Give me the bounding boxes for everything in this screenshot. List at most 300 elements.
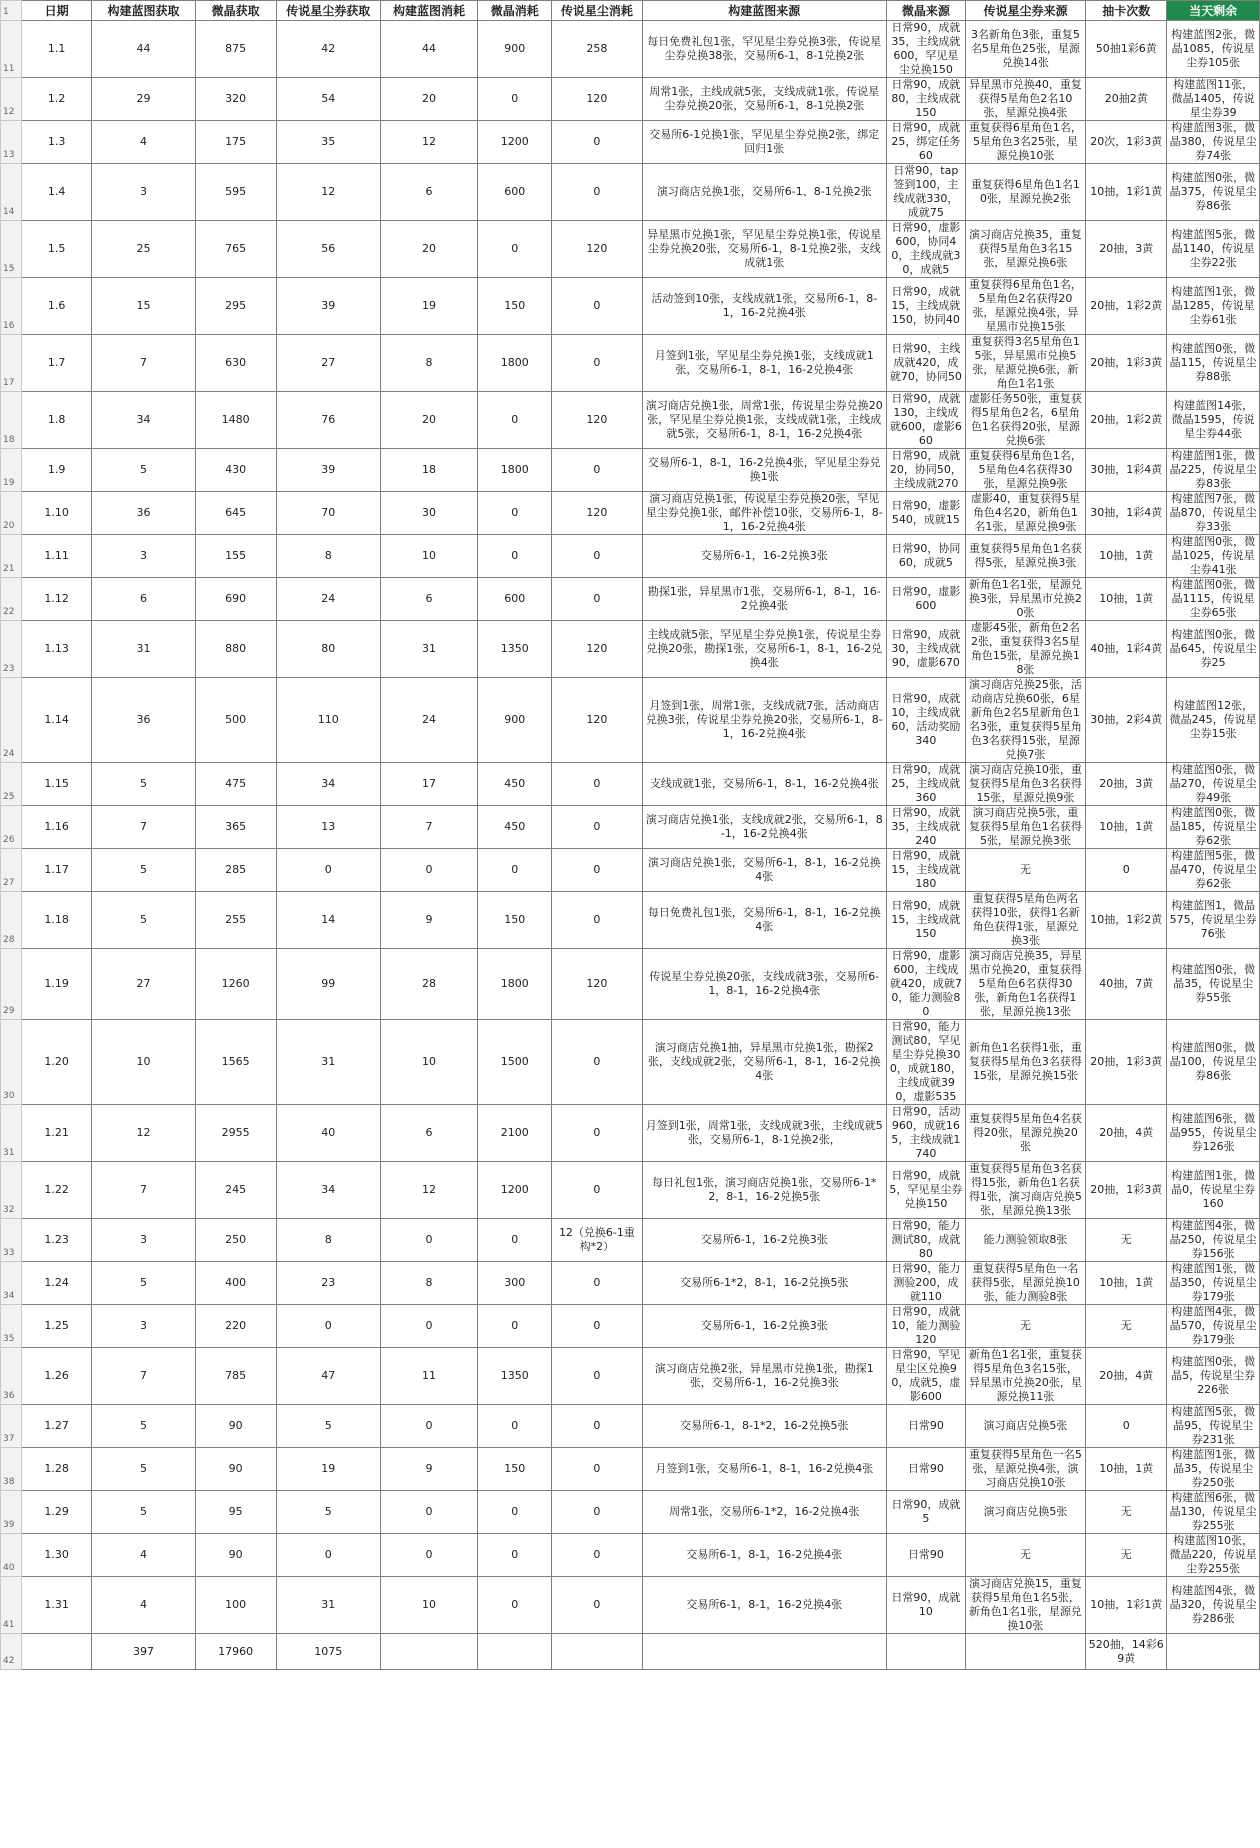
cell-remaining[interactable]: 构建蓝图6张，微晶955，传说星尘券126张 <box>1167 1105 1260 1162</box>
cell-crystal-source[interactable]: 日常90，成就15，主线成就150 <box>886 892 965 949</box>
cell-stardust-gain[interactable]: 14 <box>276 892 380 949</box>
col-header-crystal-cost[interactable]: 微晶消耗 <box>478 1 552 21</box>
cell-blueprint-cost[interactable]: 11 <box>380 1348 477 1405</box>
cell-blueprint-gain[interactable]: 31 <box>92 621 195 678</box>
cell-stardust-gain[interactable]: 34 <box>276 763 380 806</box>
cell-stardust-source[interactable]: 新角色1名获得1张，重复获得5星角色3名获得15张，星源兑换15张 <box>965 1020 1085 1105</box>
cell-date[interactable]: 1.5 <box>21 221 92 278</box>
cell-stardust-source[interactable]: 重复获得5星角色1名获得5张，星源兑换3张 <box>965 535 1085 578</box>
cell-stardust-source[interactable]: 能力测验领取8张 <box>965 1219 1085 1262</box>
cell-stardust-cost[interactable]: 0 <box>552 1262 642 1305</box>
cell-blueprint-cost[interactable]: 20 <box>380 221 477 278</box>
cell-pulls[interactable]: 30抽，1彩4黄 <box>1086 449 1167 492</box>
row-number[interactable]: 14 <box>1 164 22 221</box>
col-header-blueprint-cost[interactable]: 构建蓝图消耗 <box>380 1 477 21</box>
cell-stardust-source[interactable]: 重复获得5星角色4名获得20张，星源兑换20张 <box>965 1105 1085 1162</box>
cell-date[interactable]: 1.8 <box>21 392 92 449</box>
cell-remaining[interactable]: 构建蓝图1张，微晶1285，传说星尘券61张 <box>1167 278 1260 335</box>
cell-stardust-gain[interactable]: 12 <box>276 164 380 221</box>
cell-stardust-source[interactable]: 3名新角色3张，重复5名5星角色25张，星源兑换14张 <box>965 21 1085 78</box>
cell-pulls[interactable]: 0 <box>1086 849 1167 892</box>
cell-remaining[interactable]: 构建蓝图3张，微晶380，传说星尘券74张 <box>1167 121 1260 164</box>
cell-date[interactable]: 1.7 <box>21 335 92 392</box>
cell-blueprint-source[interactable]: 活动签到10张，支线成就1张，交易所6-1，8-1，16-2兑换4张 <box>642 278 886 335</box>
row-number[interactable]: 38 <box>1 1448 22 1491</box>
cell-stardust-gain[interactable]: 1075 <box>276 1634 380 1670</box>
cell-crystal-gain[interactable]: 220 <box>195 1305 276 1348</box>
cell-pulls[interactable]: 10抽，1彩2黄 <box>1086 892 1167 949</box>
cell-blueprint-source[interactable]: 周常1张，主线成就5张，支线成就1张，传说星尘券兑换20张，交易所6-1，8-1兑换2张 <box>642 78 886 121</box>
cell-pulls[interactable]: 520抽，14彩69黄 <box>1086 1634 1167 1670</box>
cell-crystal-gain[interactable]: 475 <box>195 763 276 806</box>
cell-blueprint-cost[interactable]: 0 <box>380 1305 477 1348</box>
cell-stardust-cost[interactable]: 258 <box>552 21 642 78</box>
cell-remaining[interactable]: 构建蓝图0张，微晶100，传说星尘券86张 <box>1167 1020 1260 1105</box>
cell-blueprint-source[interactable]: 每日免费礼包1张，罕见星尘券兑换3张，传说星尘券兑换38张，交易所6-1，8-1兑换2张 <box>642 21 886 78</box>
cell-stardust-cost[interactable]: 0 <box>552 535 642 578</box>
cell-stardust-source[interactable] <box>965 1634 1085 1670</box>
cell-crystal-gain[interactable]: 880 <box>195 621 276 678</box>
cell-stardust-cost[interactable]: 120 <box>552 392 642 449</box>
row-number[interactable]: 17 <box>1 335 22 392</box>
cell-crystal-source[interactable]: 日常90，活动960，成就165，主线成就1740 <box>886 1105 965 1162</box>
cell-stardust-gain[interactable]: 13 <box>276 806 380 849</box>
cell-crystal-cost[interactable]: 600 <box>478 164 552 221</box>
cell-remaining[interactable]: 构建蓝图7张，微晶870，传说星尘券33张 <box>1167 492 1260 535</box>
cell-date[interactable]: 1.26 <box>21 1348 92 1405</box>
cell-crystal-cost[interactable]: 1200 <box>478 1162 552 1219</box>
cell-crystal-cost[interactable]: 0 <box>478 78 552 121</box>
cell-crystal-source[interactable]: 日常90，成就10，主线成就60，活动奖励340 <box>886 678 965 763</box>
cell-blueprint-cost[interactable] <box>380 1634 477 1670</box>
cell-blueprint-gain[interactable]: 397 <box>92 1634 195 1670</box>
row-number[interactable]: 41 <box>1 1577 22 1634</box>
cell-crystal-source[interactable]: 日常90，成就25，主线成就360 <box>886 763 965 806</box>
cell-blueprint-source[interactable]: 交易所6-1，8-1，16-2兑换4张 <box>642 1577 886 1634</box>
cell-stardust-cost[interactable]: 0 <box>552 806 642 849</box>
cell-crystal-gain[interactable]: 875 <box>195 21 276 78</box>
cell-remaining[interactable]: 构建蓝图10张，微晶220，传说星尘券255张 <box>1167 1534 1260 1577</box>
cell-crystal-cost[interactable]: 900 <box>478 678 552 763</box>
cell-pulls[interactable]: 20抽，1彩3黄 <box>1086 335 1167 392</box>
cell-crystal-cost[interactable]: 0 <box>478 1577 552 1634</box>
cell-stardust-gain[interactable]: 19 <box>276 1448 380 1491</box>
cell-remaining[interactable]: 构建蓝图12张，微晶245，传说星尘券15张 <box>1167 678 1260 763</box>
col-header-crystal-gain[interactable]: 微晶获取 <box>195 1 276 21</box>
cell-remaining[interactable]: 构建蓝图0张，微晶270，传说星尘券49张 <box>1167 763 1260 806</box>
cell-pulls[interactable]: 20抽，1彩3黄 <box>1086 1162 1167 1219</box>
cell-crystal-gain[interactable]: 645 <box>195 492 276 535</box>
row-number[interactable]: 27 <box>1 849 22 892</box>
cell-blueprint-source[interactable]: 月签到1张，交易所6-1，8-1，16-2兑换4张 <box>642 1448 886 1491</box>
cell-blueprint-source[interactable]: 交易所6-1，16-2兑换3张 <box>642 1219 886 1262</box>
cell-stardust-gain[interactable]: 42 <box>276 21 380 78</box>
cell-crystal-cost[interactable]: 300 <box>478 1262 552 1305</box>
cell-remaining[interactable]: 构建蓝图1张，微晶225，传说星尘券83张 <box>1167 449 1260 492</box>
cell-pulls[interactable]: 10抽，1黄 <box>1086 535 1167 578</box>
row-number[interactable]: 33 <box>1 1219 22 1262</box>
cell-crystal-source[interactable]: 日常90，虚影600 <box>886 578 965 621</box>
cell-pulls[interactable]: 20抽，4黄 <box>1086 1105 1167 1162</box>
cell-crystal-gain[interactable]: 95 <box>195 1491 276 1534</box>
cell-blueprint-gain[interactable]: 44 <box>92 21 195 78</box>
cell-blueprint-cost[interactable]: 31 <box>380 621 477 678</box>
cell-crystal-gain[interactable]: 1565 <box>195 1020 276 1105</box>
cell-crystal-cost[interactable]: 2100 <box>478 1105 552 1162</box>
cell-crystal-gain[interactable]: 90 <box>195 1448 276 1491</box>
cell-crystal-gain[interactable]: 500 <box>195 678 276 763</box>
cell-blueprint-source[interactable]: 演习商店兑换1张，交易所6-1，8-1，16-2兑换4张 <box>642 849 886 892</box>
cell-stardust-source[interactable]: 虚影40，重复获得5星角色4名20，新角色1名1张，星源兑换9张 <box>965 492 1085 535</box>
cell-crystal-gain[interactable]: 155 <box>195 535 276 578</box>
cell-blueprint-gain[interactable]: 5 <box>92 449 195 492</box>
cell-crystal-source[interactable]: 日常90，成就10 <box>886 1577 965 1634</box>
cell-stardust-gain[interactable]: 8 <box>276 1219 380 1262</box>
cell-crystal-cost[interactable]: 0 <box>478 1534 552 1577</box>
cell-blueprint-gain[interactable]: 5 <box>92 1405 195 1448</box>
cell-blueprint-source[interactable]: 支线成就1张，交易所6-1，8-1，16-2兑换4张 <box>642 763 886 806</box>
cell-stardust-cost[interactable]: 0 <box>552 1305 642 1348</box>
cell-stardust-cost[interactable]: 0 <box>552 1162 642 1219</box>
cell-blueprint-gain[interactable]: 4 <box>92 1534 195 1577</box>
cell-blueprint-cost[interactable]: 6 <box>380 164 477 221</box>
cell-blueprint-source[interactable]: 演习商店兑换1张，交易所6-1、8-1兑换2张 <box>642 164 886 221</box>
row-number[interactable]: 39 <box>1 1491 22 1534</box>
cell-blueprint-cost[interactable]: 8 <box>380 1262 477 1305</box>
cell-date[interactable]: 1.1 <box>21 21 92 78</box>
cell-blueprint-gain[interactable]: 5 <box>92 1262 195 1305</box>
cell-blueprint-gain[interactable]: 4 <box>92 121 195 164</box>
cell-stardust-source[interactable]: 无 <box>965 1305 1085 1348</box>
cell-stardust-cost[interactable]: 120 <box>552 78 642 121</box>
row-number[interactable]: 25 <box>1 763 22 806</box>
cell-blueprint-cost[interactable]: 17 <box>380 763 477 806</box>
row-number[interactable]: 30 <box>1 1020 22 1105</box>
cell-blueprint-source[interactable]: 主线成就5张，罕见星尘券兑换1张，传说星尘券兑换20张，勘探1张，交易所6-1，8-1，16-2兑换4张 <box>642 621 886 678</box>
cell-crystal-source[interactable] <box>886 1634 965 1670</box>
cell-crystal-cost[interactable]: 0 <box>478 392 552 449</box>
cell-crystal-cost[interactable]: 1800 <box>478 335 552 392</box>
cell-remaining[interactable]: 构建蓝图5张，微晶470，传说星尘券62张 <box>1167 849 1260 892</box>
cell-crystal-cost[interactable]: 0 <box>478 1405 552 1448</box>
cell-date[interactable]: 1.14 <box>21 678 92 763</box>
cell-stardust-gain[interactable]: 31 <box>276 1020 380 1105</box>
cell-crystal-source[interactable]: 日常90，成就10，能力测验120 <box>886 1305 965 1348</box>
row-number[interactable]: 40 <box>1 1534 22 1577</box>
cell-stardust-cost[interactable]: 0 <box>552 278 642 335</box>
cell-blueprint-gain[interactable]: 3 <box>92 1305 195 1348</box>
cell-stardust-gain[interactable]: 8 <box>276 535 380 578</box>
cell-blueprint-gain[interactable]: 10 <box>92 1020 195 1105</box>
cell-stardust-cost[interactable]: 0 <box>552 1534 642 1577</box>
cell-stardust-source[interactable]: 演习商店兑换35，异星黑市兑换20，重复获得5星角色6名获得30张，新角色1名获得1张，星源兑换13张 <box>965 949 1085 1020</box>
cell-crystal-cost[interactable]: 1500 <box>478 1020 552 1105</box>
cell-blueprint-source[interactable]: 演习商店兑换2张，异星黑市兑换1张，勘探1张，交易所6-1，16-2兑换3张 <box>642 1348 886 1405</box>
cell-crystal-gain[interactable]: 285 <box>195 849 276 892</box>
cell-stardust-gain[interactable]: 31 <box>276 1577 380 1634</box>
cell-blueprint-cost[interactable]: 19 <box>380 278 477 335</box>
cell-stardust-gain[interactable]: 34 <box>276 1162 380 1219</box>
cell-crystal-source[interactable]: 日常90，虚影600，主线成就420，成就70，能力测验80 <box>886 949 965 1020</box>
cell-stardust-gain[interactable]: 76 <box>276 392 380 449</box>
cell-pulls[interactable]: 20抽，1彩3黄 <box>1086 1020 1167 1105</box>
cell-pulls[interactable]: 40抽，7黄 <box>1086 949 1167 1020</box>
cell-stardust-gain[interactable]: 110 <box>276 678 380 763</box>
cell-crystal-gain[interactable]: 17960 <box>195 1634 276 1670</box>
cell-blueprint-cost[interactable]: 44 <box>380 21 477 78</box>
cell-crystal-cost[interactable] <box>478 1634 552 1670</box>
cell-blueprint-gain[interactable]: 36 <box>92 492 195 535</box>
cell-stardust-source[interactable]: 演习商店兑换15，重复获得5星角色1名5张，新角色1名1张，星源兑换10张 <box>965 1577 1085 1634</box>
cell-blueprint-gain[interactable]: 3 <box>92 1219 195 1262</box>
cell-blueprint-cost[interactable]: 28 <box>380 949 477 1020</box>
cell-stardust-gain[interactable]: 56 <box>276 221 380 278</box>
cell-stardust-gain[interactable]: 5 <box>276 1405 380 1448</box>
cell-blueprint-cost[interactable]: 0 <box>380 1491 477 1534</box>
cell-remaining[interactable] <box>1167 1634 1260 1670</box>
cell-pulls[interactable]: 20抽，1彩2黄 <box>1086 278 1167 335</box>
cell-pulls[interactable]: 10抽，1彩1黄 <box>1086 164 1167 221</box>
cell-date[interactable]: 1.13 <box>21 621 92 678</box>
cell-blueprint-gain[interactable]: 12 <box>92 1105 195 1162</box>
cell-blueprint-cost[interactable]: 0 <box>380 1405 477 1448</box>
cell-stardust-source[interactable]: 虚影45张，新角色2名2张，重复获得3名5星角色15张，星源兑换18张 <box>965 621 1085 678</box>
col-header-blueprint-source[interactable]: 构建蓝图来源 <box>642 1 886 21</box>
cell-crystal-source[interactable]: 日常90，成就35，主线成就600，罕见星尘兑换150 <box>886 21 965 78</box>
cell-crystal-gain[interactable]: 255 <box>195 892 276 949</box>
cell-blueprint-source[interactable]: 交易所6-1，8-1，16-2兑换4张 <box>642 1534 886 1577</box>
cell-crystal-gain[interactable]: 2955 <box>195 1105 276 1162</box>
col-header-stardust-cost[interactable]: 传说星尘消耗 <box>552 1 642 21</box>
cell-pulls[interactable]: 20抽，1彩2黄 <box>1086 392 1167 449</box>
cell-crystal-source[interactable]: 日常90，能力测试80，成就80 <box>886 1219 965 1262</box>
cell-date[interactable]: 1.22 <box>21 1162 92 1219</box>
cell-pulls[interactable]: 10抽，1黄 <box>1086 806 1167 849</box>
row-number[interactable]: 35 <box>1 1305 22 1348</box>
cell-crystal-cost[interactable]: 150 <box>478 278 552 335</box>
cell-stardust-gain[interactable]: 0 <box>276 1305 380 1348</box>
cell-crystal-source[interactable]: 日常90，成就25，绑定任务60 <box>886 121 965 164</box>
cell-date[interactable]: 1.28 <box>21 1448 92 1491</box>
cell-blueprint-gain[interactable]: 4 <box>92 1577 195 1634</box>
row-number[interactable]: 31 <box>1 1105 22 1162</box>
cell-remaining[interactable]: 构建蓝图6张，微晶130，传说星尘券255张 <box>1167 1491 1260 1534</box>
cell-date[interactable]: 1.27 <box>21 1405 92 1448</box>
cell-crystal-source[interactable]: 日常90，成就130，主线成就600，虚影660 <box>886 392 965 449</box>
cell-stardust-gain[interactable]: 0 <box>276 1534 380 1577</box>
cell-stardust-source[interactable]: 重复获得6星角色1名，5星角色3名25张，星源兑换10张 <box>965 121 1085 164</box>
cell-blueprint-gain[interactable]: 5 <box>92 849 195 892</box>
cell-stardust-cost[interactable]: 0 <box>552 335 642 392</box>
cell-crystal-source[interactable]: 日常90 <box>886 1448 965 1491</box>
cell-stardust-cost[interactable]: 120 <box>552 678 642 763</box>
cell-blueprint-cost[interactable]: 20 <box>380 78 477 121</box>
cell-date[interactable]: 1.16 <box>21 806 92 849</box>
cell-blueprint-source[interactable]: 交易所6-1，16-2兑换3张 <box>642 1305 886 1348</box>
cell-stardust-gain[interactable]: 47 <box>276 1348 380 1405</box>
cell-stardust-cost[interactable]: 120 <box>552 621 642 678</box>
cell-stardust-cost[interactable]: 0 <box>552 1020 642 1105</box>
cell-remaining[interactable]: 构建蓝图4张，微晶320，传说星尘券286张 <box>1167 1577 1260 1634</box>
cell-blueprint-source[interactable]: 交易所6-1，8-1*2，16-2兑换5张 <box>642 1405 886 1448</box>
cell-pulls[interactable]: 20抽，4黄 <box>1086 1348 1167 1405</box>
cell-blueprint-cost[interactable]: 12 <box>380 1162 477 1219</box>
cell-date[interactable]: 1.10 <box>21 492 92 535</box>
cell-crystal-source[interactable]: 日常90，虚影600，协同40，主线成就30，成就5 <box>886 221 965 278</box>
cell-stardust-cost[interactable]: 0 <box>552 1448 642 1491</box>
cell-blueprint-source[interactable]: 交易所6-1*2，8-1，16-2兑换5张 <box>642 1262 886 1305</box>
row-number[interactable]: 36 <box>1 1348 22 1405</box>
col-header-crystal-source[interactable]: 微晶来源 <box>886 1 965 21</box>
cell-remaining[interactable]: 构建蓝图1张，微晶35，传说星尘券250张 <box>1167 1448 1260 1491</box>
cell-stardust-gain[interactable]: 24 <box>276 578 380 621</box>
cell-remaining[interactable]: 构建蓝图11张，微晶1405，传说星尘券39 <box>1167 78 1260 121</box>
cell-stardust-source[interactable]: 虚影任务50张，重复获得5星角色2名，6星角色1名获得20张，星源兑换6张 <box>965 392 1085 449</box>
cell-stardust-source[interactable]: 重复获得6星角色1名10张，星源兑换2张 <box>965 164 1085 221</box>
row-number[interactable]: 34 <box>1 1262 22 1305</box>
cell-stardust-cost[interactable] <box>552 1634 642 1670</box>
cell-remaining[interactable]: 构建蓝图0张，微晶1115，传说星尘券65张 <box>1167 578 1260 621</box>
cell-blueprint-cost[interactable]: 20 <box>380 392 477 449</box>
cell-remaining[interactable]: 构建蓝图1，微晶575，传说星尘券76张 <box>1167 892 1260 949</box>
cell-stardust-cost[interactable]: 0 <box>552 1348 642 1405</box>
cell-blueprint-source[interactable]: 每日免费礼包1张，交易所6-1，8-1，16-2兑换4张 <box>642 892 886 949</box>
cell-blueprint-source[interactable]: 演习商店兑换1张，周常1张，传说星尘券兑换20张，罕见星尘券兑换1张，支线成就1张，主线成就5张，交易所6-1，8-1，16-2兑换4张 <box>642 392 886 449</box>
cell-blueprint-gain[interactable]: 29 <box>92 78 195 121</box>
cell-pulls[interactable]: 10抽，1黄 <box>1086 1448 1167 1491</box>
cell-crystal-source[interactable]: 日常90，成就35，主线成就240 <box>886 806 965 849</box>
cell-stardust-source[interactable]: 异星黑市兑换40，重复获得5星角色2名10张，星源兑换4张 <box>965 78 1085 121</box>
cell-stardust-source[interactable]: 演习商店兑换5张 <box>965 1491 1085 1534</box>
cell-blueprint-gain[interactable]: 7 <box>92 1348 195 1405</box>
cell-crystal-cost[interactable]: 0 <box>478 492 552 535</box>
cell-blueprint-cost[interactable]: 10 <box>380 1577 477 1634</box>
cell-crystal-source[interactable]: 日常90，成就80，主线成就150 <box>886 78 965 121</box>
cell-blueprint-cost[interactable]: 0 <box>380 849 477 892</box>
cell-remaining[interactable]: 构建蓝图14张，微晶1595，传说星尘券44张 <box>1167 392 1260 449</box>
cell-stardust-source[interactable]: 无 <box>965 849 1085 892</box>
cell-blueprint-gain[interactable]: 3 <box>92 164 195 221</box>
cell-stardust-cost[interactable]: 0 <box>552 1105 642 1162</box>
cell-pulls[interactable]: 50抽1彩6黄 <box>1086 21 1167 78</box>
cell-blueprint-source[interactable]: 月签到1张，罕见星尘券兑换1张，支线成就1张，交易所6-1，8-1，16-2兑换4张 <box>642 335 886 392</box>
cell-date[interactable]: 1.12 <box>21 578 92 621</box>
cell-stardust-source[interactable]: 演习商店兑换5张 <box>965 1405 1085 1448</box>
cell-stardust-cost[interactable]: 12（兑换6-1重构*2） <box>552 1219 642 1262</box>
cell-blueprint-gain[interactable]: 7 <box>92 335 195 392</box>
cell-blueprint-source[interactable]: 每日礼包1张，演习商店兑换1张，交易所6-1*2，8-1，16-2兑换5张 <box>642 1162 886 1219</box>
cell-pulls[interactable]: 0 <box>1086 1405 1167 1448</box>
cell-date[interactable]: 1.30 <box>21 1534 92 1577</box>
cell-stardust-cost[interactable]: 0 <box>552 121 642 164</box>
cell-crystal-source[interactable]: 日常90，tap签到100，主线成就330，成就75 <box>886 164 965 221</box>
cell-stardust-source[interactable]: 演习商店兑换35，重复获得5星角色3名15张，星源兑换6张 <box>965 221 1085 278</box>
cell-stardust-gain[interactable]: 99 <box>276 949 380 1020</box>
row-number[interactable]: 37 <box>1 1405 22 1448</box>
cell-stardust-cost[interactable]: 120 <box>552 221 642 278</box>
cell-stardust-cost[interactable]: 120 <box>552 492 642 535</box>
cell-crystal-cost[interactable]: 0 <box>478 535 552 578</box>
cell-stardust-source[interactable]: 新角色1名1张，星源兑换3张，异星黑市兑换20张 <box>965 578 1085 621</box>
cell-stardust-cost[interactable]: 0 <box>552 892 642 949</box>
cell-date[interactable]: 1.23 <box>21 1219 92 1262</box>
cell-crystal-source[interactable]: 日常90，能力测试80，罕见星尘券兑换300，成就180，主线成就390，虚影535 <box>886 1020 965 1105</box>
cell-crystal-gain[interactable]: 1480 <box>195 392 276 449</box>
cell-remaining[interactable]: 构建蓝图1张，微晶0，传说星尘券160 <box>1167 1162 1260 1219</box>
cell-remaining[interactable]: 构建蓝图0张，微晶1025，传说星尘券41张 <box>1167 535 1260 578</box>
cell-crystal-cost[interactable]: 1350 <box>478 621 552 678</box>
cell-blueprint-source[interactable]: 演习商店兑换1张，支线成就2张，交易所6-1，8-1，16-2兑换4张 <box>642 806 886 849</box>
cell-crystal-cost[interactable]: 900 <box>478 21 552 78</box>
cell-date[interactable]: 1.21 <box>21 1105 92 1162</box>
cell-crystal-cost[interactable]: 1800 <box>478 449 552 492</box>
cell-crystal-gain[interactable]: 690 <box>195 578 276 621</box>
cell-blueprint-gain[interactable]: 27 <box>92 949 195 1020</box>
cell-stardust-gain[interactable]: 40 <box>276 1105 380 1162</box>
cell-stardust-cost[interactable]: 0 <box>552 449 642 492</box>
cell-blueprint-cost[interactable]: 0 <box>380 1219 477 1262</box>
cell-crystal-cost[interactable]: 1800 <box>478 949 552 1020</box>
cell-crystal-gain[interactable]: 250 <box>195 1219 276 1262</box>
cell-crystal-source[interactable]: 日常90，成就15，主线成就150，协同40 <box>886 278 965 335</box>
cell-crystal-source[interactable]: 日常90，成就15，主线成就180 <box>886 849 965 892</box>
cell-pulls[interactable]: 无 <box>1086 1305 1167 1348</box>
cell-blueprint-cost[interactable]: 9 <box>380 1448 477 1491</box>
cell-stardust-source[interactable]: 重复获得6星角色1名，5星角色4名获得30张，星源兑换9张 <box>965 449 1085 492</box>
cell-date[interactable]: 1.3 <box>21 121 92 164</box>
row-number[interactable]: 16 <box>1 278 22 335</box>
cell-pulls[interactable]: 30抽，1彩4黄 <box>1086 492 1167 535</box>
cell-crystal-gain[interactable]: 595 <box>195 164 276 221</box>
row-number[interactable]: 42 <box>1 1634 22 1670</box>
cell-blueprint-cost[interactable]: 24 <box>380 678 477 763</box>
cell-pulls[interactable]: 无 <box>1086 1491 1167 1534</box>
cell-crystal-cost[interactable]: 150 <box>478 1448 552 1491</box>
cell-crystal-source[interactable]: 日常90，虚影540，成就15 <box>886 492 965 535</box>
cell-crystal-cost[interactable]: 450 <box>478 806 552 849</box>
cell-pulls[interactable]: 20抽，3黄 <box>1086 221 1167 278</box>
cell-blueprint-gain[interactable]: 3 <box>92 535 195 578</box>
cell-blueprint-gain[interactable]: 5 <box>92 1491 195 1534</box>
row-number[interactable]: 23 <box>1 621 22 678</box>
cell-stardust-cost[interactable]: 0 <box>552 578 642 621</box>
row-number[interactable]: 12 <box>1 78 22 121</box>
cell-blueprint-cost[interactable]: 12 <box>380 121 477 164</box>
cell-stardust-gain[interactable]: 35 <box>276 121 380 164</box>
cell-date[interactable]: 1.19 <box>21 949 92 1020</box>
cell-remaining[interactable]: 构建蓝图5张，微晶1140，传说星尘券22张 <box>1167 221 1260 278</box>
cell-stardust-cost[interactable]: 0 <box>552 1577 642 1634</box>
cell-stardust-cost[interactable]: 0 <box>552 1491 642 1534</box>
cell-stardust-source[interactable]: 无 <box>965 1534 1085 1577</box>
cell-blueprint-source[interactable]: 演习商店兑换1张，传说星尘券兑换20张，罕见星尘券兑换1张，邮件补偿10张，交易所6-1，8-1，16-2兑换4张 <box>642 492 886 535</box>
row-number[interactable]: 24 <box>1 678 22 763</box>
cell-remaining[interactable]: 构建蓝图0张，微晶375，传说星尘券86张 <box>1167 164 1260 221</box>
cell-blueprint-gain[interactable]: 36 <box>92 678 195 763</box>
cell-pulls[interactable]: 20抽2黄 <box>1086 78 1167 121</box>
cell-crystal-gain[interactable]: 320 <box>195 78 276 121</box>
cell-crystal-cost[interactable]: 450 <box>478 763 552 806</box>
cell-crystal-gain[interactable]: 295 <box>195 278 276 335</box>
cell-blueprint-source[interactable]: 月签到1张，周常1张，支线成就3张，主线成就5张，交易所6-1，8-1兑换2张， <box>642 1105 886 1162</box>
cell-stardust-source[interactable]: 重复获得5星角色两名获得10张，获得1名新角色获得1张，星源兑换3张 <box>965 892 1085 949</box>
cell-remaining[interactable]: 构建蓝图4张，微晶570，传说星尘券179张 <box>1167 1305 1260 1348</box>
cell-date[interactable]: 1.11 <box>21 535 92 578</box>
col-header-stardust-gain[interactable]: 传说星尘券获取 <box>276 1 380 21</box>
cell-crystal-cost[interactable]: 1200 <box>478 121 552 164</box>
cell-blueprint-gain[interactable]: 7 <box>92 1162 195 1219</box>
cell-stardust-cost[interactable]: 0 <box>552 1405 642 1448</box>
